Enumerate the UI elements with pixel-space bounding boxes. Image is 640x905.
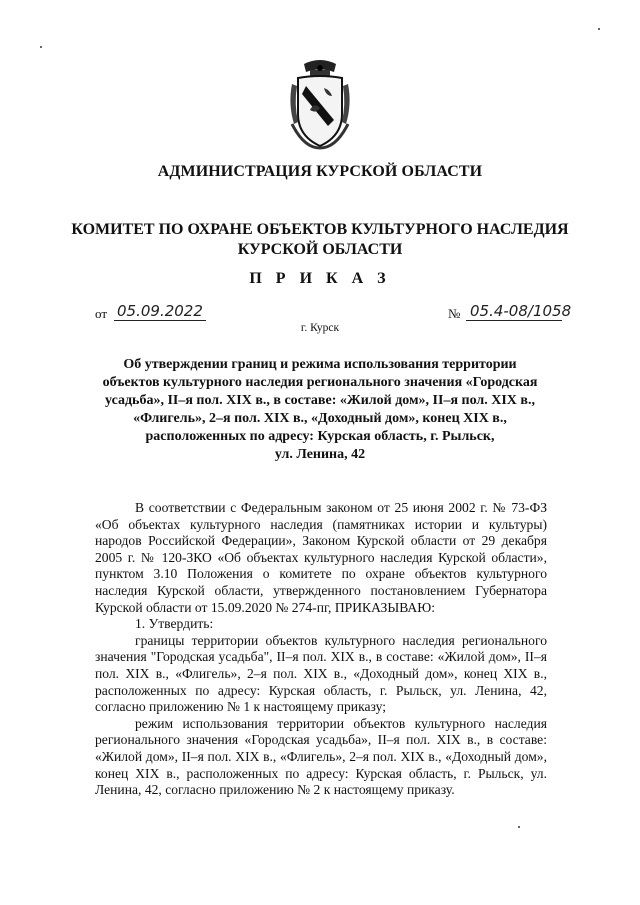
date-underline [114,320,206,321]
body-paragraph-regime: режим использования территории объектов культурного наследия регионального значения «Городская усадьба», II–я пол. XIX в., в составе: «Жилой дом», II–я пол. XIX в., «Флигель», 2–я пол. XIX в., «Доходный дом», конец XIX в., расположенных по адресу: Курская область, г. Рыльск, ул. Ленина, 42, согласно приложению № 2 к настоящему приказу. [95,715,547,798]
scan-speck [598,28,600,30]
document-date: 05.09.2022 [117,302,203,320]
coat-of-arms-emblem [284,58,356,150]
document-type: П Р И К А З [249,270,391,287]
committee-title-line2: КУРСКОЙ ОБЛАСТИ [237,241,403,258]
document-subject [100,356,540,464]
committee-title [0,220,640,260]
administration-title: АДМИНИСТРАЦИЯ КУРСКОЙ ОБЛАСТИ [157,163,483,180]
body-paragraph-item1: 1. Утвердить: [135,616,214,632]
body-paragraph-boundaries: границы территории объектов культурного наследия регионального значения "Городская усадьба", II–я пол. XIX в., в составе: «Жилой дом», II–я пол. XIX в., «Флигель», 2–я пол. XIX в., «Доходный дом», конец XIX в., расположенных по адресу: Курская область, г. Рыльск, ул. Ленина, 42, согласно приложению № 1 к настоящему приказу; [95,632,547,715]
scan-speck [518,826,520,828]
body-paragraph-preamble: В соответствии с Федеральным законом от 25 июня 2002 г. № 73-ФЗ «Об объектах культурного наследия (памятниках истории и культуры) народов Российской Федерации», Законом Курской области от 29 декабря 2005 г. № 120-ЗКО «Об объектах культурного наследия Курской области», пунктом 3.10 Положения о комитете по охране объектов культурного наследия Курской области, утвержденного постановлением Губернатора Курской области от 15.09.2020 № 274-пг, ПРИКАЗЫВАЮ: [95,500,547,615]
committee-title-line1: КОМИТЕТ ПО ОХРАНЕ ОБЪЕКТОВ КУЛЬТУРНОГО НАСЛЕДИЯ [71,221,569,238]
scan-speck [40,46,42,48]
number-label: № [448,306,461,321]
document-body [95,500,547,799]
subject-line: расположенных по адресу: Курская область, г. Рыльск, [145,429,495,444]
number-underline [466,320,562,321]
subject-line: «Флигель», 2–я пол. XIX в., «Доходный дом», конец XIX в., [133,411,507,426]
subject-line: усадьба», II–я пол. XIX в., в составе: «Жилой дом», II–я пол. XIX в., [105,393,535,408]
date-label: от [95,306,108,321]
issue-city: г. Курск [300,322,340,334]
subject-line: ул. Ленина, 42 [274,447,366,462]
subject-line: объектов культурного наследия регионального значения «Городская [102,375,538,390]
document-number: 05.4-08/1058 [470,302,572,320]
subject-line: Об утверждении границ и режима использования территории [123,357,517,372]
